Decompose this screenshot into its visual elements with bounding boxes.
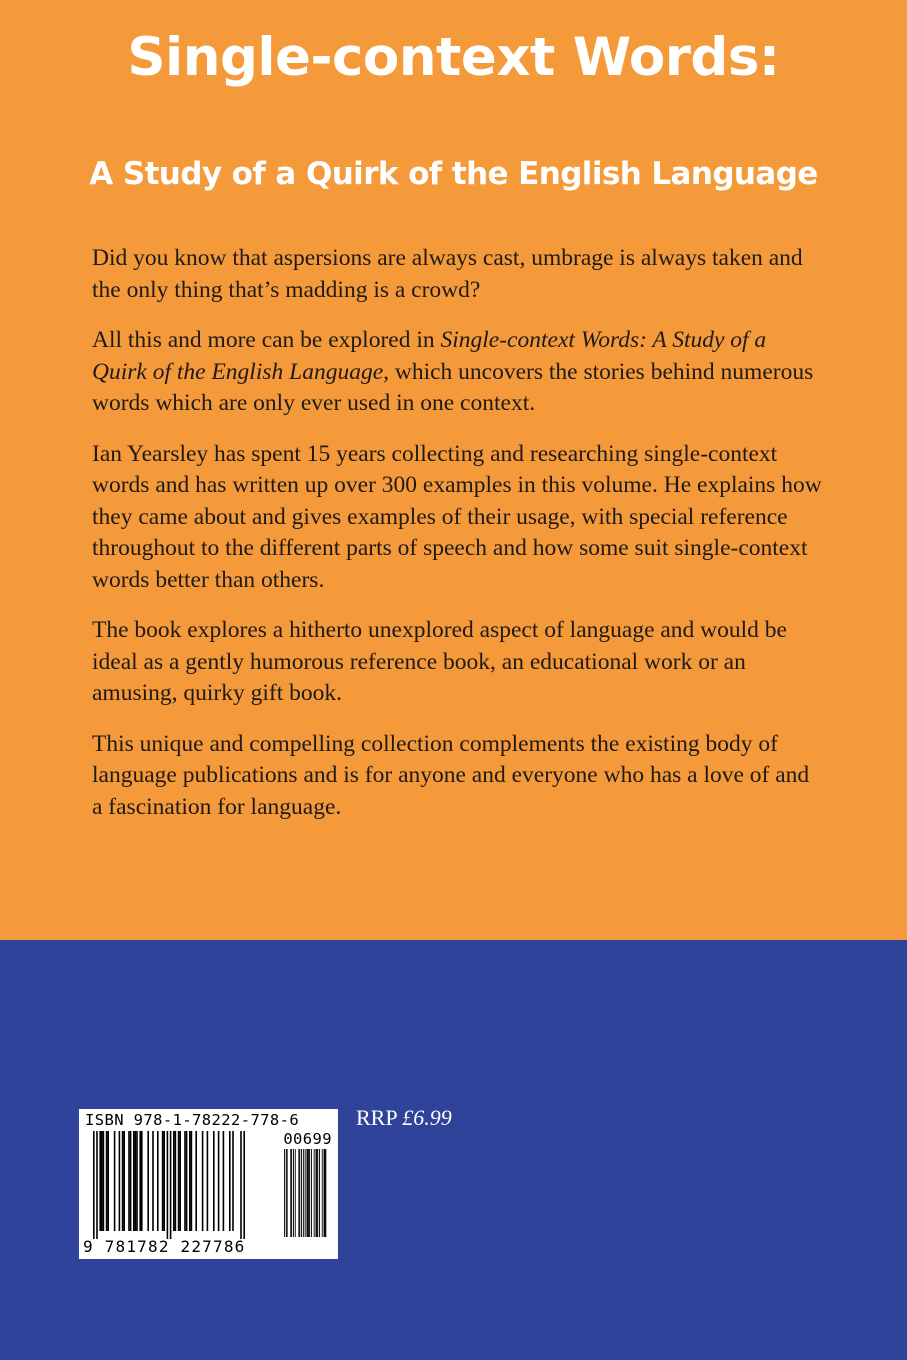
barcode-bar (189, 1131, 191, 1231)
blurb-paragraph-5: This unique and compelling collection complements the existing body of language publications and is for anyone and everyone who has a love of and a fascination for language. (92, 730, 810, 820)
barcode-bar (173, 1131, 175, 1231)
barcode-bar (213, 1131, 215, 1231)
barcode-bar (96, 1131, 98, 1239)
barcode-bar (167, 1131, 169, 1239)
barcode-bar (186, 1131, 188, 1231)
barcode-bar (136, 1131, 138, 1231)
barcode-bar (128, 1131, 130, 1231)
barcode-bar (119, 1131, 121, 1231)
barcode-bar (133, 1131, 135, 1231)
barcode-bar (179, 1131, 181, 1231)
book-subtitle: A Study of a Quirk of the English Language (89, 156, 818, 192)
barcode-bar (202, 1131, 204, 1231)
barcode-bar (240, 1131, 242, 1239)
blurb (92, 243, 822, 842)
barcode-bar (157, 1131, 159, 1231)
barcode-bar (107, 1131, 109, 1231)
addon-bar (322, 1149, 323, 1237)
barcode-bar (101, 1131, 103, 1231)
blurb-p2-tail: , which uncovers the stories behind numerous words which are only ever used in one context. (92, 358, 814, 416)
addon-bar (286, 1149, 287, 1237)
addon-bar (305, 1149, 306, 1237)
barcode-bar (139, 1131, 141, 1231)
barcode-bar (147, 1131, 149, 1231)
barcode-box (79, 1109, 338, 1259)
barcode-bar (123, 1131, 125, 1231)
addon-bar (311, 1149, 312, 1237)
addon-bar (293, 1149, 294, 1237)
barcode-bar (223, 1131, 225, 1231)
book-title: Single-context Words: (127, 27, 780, 88)
addon-bar (307, 1149, 308, 1237)
addon-bar (301, 1149, 302, 1237)
barcode-bar (103, 1131, 105, 1231)
addon-bar (316, 1149, 317, 1237)
barcode-bar (243, 1131, 245, 1239)
barcode-bar (195, 1131, 197, 1231)
barcode-bar (232, 1131, 234, 1231)
price-amount: £6.99 (402, 1105, 452, 1130)
barcode-bar (106, 1131, 108, 1231)
barcode-bar (135, 1131, 137, 1231)
addon-bar (299, 1149, 300, 1237)
blurb-p2-book-title: Single-context Words: A Study of a Quirk of the English Language (92, 327, 767, 385)
barcode-bar (218, 1131, 220, 1231)
addon-bar (308, 1149, 309, 1237)
addon-bar (309, 1149, 310, 1237)
ean-barcode (93, 1131, 253, 1239)
barcode-bar (141, 1131, 143, 1231)
barcode-bar (122, 1131, 124, 1231)
addon-barcode (284, 1149, 334, 1237)
isbn-text: ISBN 978-1-78222-778-6 (85, 1111, 300, 1129)
blurb-paragraph-3: Ian Yearsley has spent 15 years collecting and researching single-context words and has written up over 300 examples in this volume. He explains how they came about and gives examples of their usage, with special reference throughout to the different parts of speech and how some suit single-context words better than others. (92, 440, 822, 593)
addon-bar (303, 1149, 304, 1237)
blurb-paragraph-4: The book explores a hitherto unexplored aspect of language and would be ideal as a gently humorous reference book, an educational work or an amusing, quirky gift book. (92, 617, 787, 706)
addon-bar (290, 1149, 291, 1237)
addon-bar (295, 1149, 296, 1237)
addon-bar (316, 1149, 317, 1237)
addon-bar (284, 1149, 285, 1237)
ean-digits: 9 781782 227786 (83, 1237, 246, 1256)
blurb-paragraph-2 (92, 325, 822, 420)
barcode-bar (170, 1131, 172, 1239)
barcode-bar (184, 1131, 186, 1231)
price-tag (356, 1105, 452, 1131)
barcode-bar (229, 1131, 231, 1231)
barcode-bar (114, 1131, 116, 1231)
addon-bar (325, 1149, 326, 1237)
barcode-bar (175, 1131, 177, 1231)
blurb-p2-lead: All this and more can be explored in (92, 327, 441, 353)
blurb-paragraph-1: Did you know that aspersions are always cast, umbrage is always taken and the only thing that’s madding is a crowd? (92, 245, 803, 303)
addon-bar (287, 1149, 288, 1237)
addon-bar (291, 1149, 292, 1237)
barcode-bar (178, 1131, 180, 1231)
addon-bar (307, 1149, 308, 1237)
barcode-bar (162, 1131, 164, 1231)
barcode-bar (191, 1131, 193, 1231)
barcode-bar (130, 1131, 132, 1231)
barcode-bar (93, 1131, 95, 1239)
price-code: 00699 (283, 1130, 332, 1148)
barcode-bar (99, 1131, 101, 1231)
addon-bar (319, 1149, 320, 1237)
barcode-bar (152, 1131, 154, 1231)
addon-bar (325, 1149, 326, 1237)
addon-bar (298, 1149, 299, 1237)
barcode-bar (163, 1131, 165, 1231)
addon-bar (317, 1149, 318, 1237)
addon-bar (314, 1149, 315, 1237)
price-label: RRP (356, 1105, 397, 1130)
barcode-bar (207, 1131, 209, 1231)
addon-bar (324, 1149, 325, 1237)
